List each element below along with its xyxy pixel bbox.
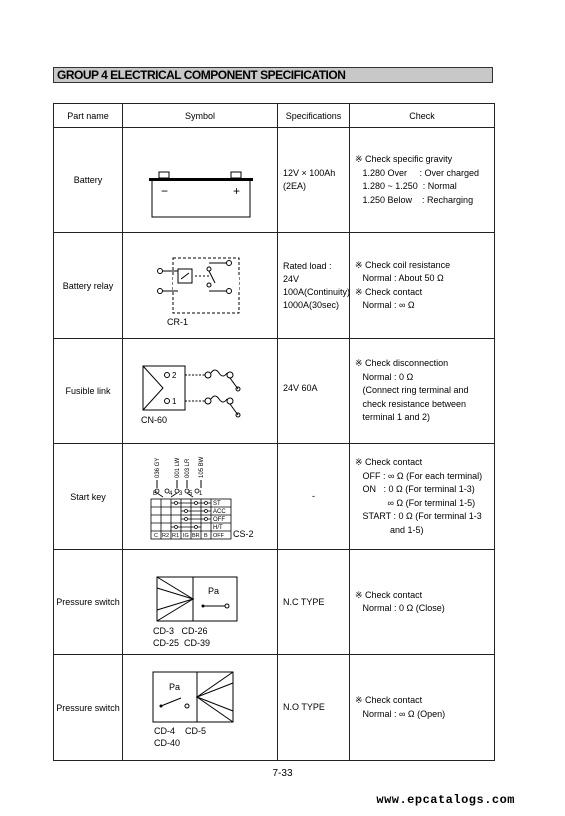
- check-line: START : 0 Ω (For terminal 1-3: [355, 511, 482, 521]
- spec-cell: [278, 233, 350, 339]
- spec-line: 12V × 100Ah: [283, 168, 336, 178]
- pressure-label: Pa: [208, 586, 220, 596]
- start-key-code: CS-2: [233, 529, 254, 539]
- check-line: check resistance between: [355, 398, 467, 409]
- grid-column-label: B: [204, 533, 208, 539]
- check-line: Normal : 0 Ω (Close): [355, 603, 445, 613]
- check-line: ※ Check disconnection: [355, 358, 449, 369]
- grid-column-label: C: [154, 533, 158, 539]
- connector-codes: CD-4 CD-5: [154, 726, 207, 736]
- key-position-label: OFF: [213, 517, 225, 523]
- table-header-row: [54, 104, 495, 128]
- check-line: ※ Check specific gravity: [355, 154, 453, 164]
- watermark: www.epcatalogs.com: [376, 793, 515, 807]
- table-row: [54, 233, 495, 339]
- spec-line: 100A(Continuity): [283, 286, 351, 297]
- spec-line: (2EA): [283, 181, 307, 191]
- check-line: 1.280 Over : Over charged: [355, 167, 480, 178]
- key-position-label: H/T: [213, 525, 223, 531]
- part-name: Battery relay: [54, 233, 123, 339]
- key-position-label: ST: [213, 501, 221, 507]
- relay-code: CR-1: [167, 317, 189, 327]
- terminal-label: 5: [189, 491, 193, 497]
- check-line: 1.280 ~ 1.250 : Normal: [355, 181, 457, 191]
- col-header-specifications: Specifications: [278, 104, 350, 128]
- check-line: ※ Check contact: [355, 286, 423, 297]
- spec-line: Rated load : 24V: [283, 260, 332, 284]
- pressure-switch-no-symbol: [123, 655, 278, 761]
- grid-column-label: IG: [183, 533, 189, 539]
- battery-negative-post: [159, 172, 169, 178]
- switch-contact: [161, 698, 181, 706]
- switch-body: [157, 577, 237, 621]
- terminal-label: B: [153, 491, 158, 497]
- battery-relay-symbol: [123, 233, 278, 339]
- table-row: [54, 655, 495, 761]
- check-line: (Connect ring terminal and: [355, 385, 469, 396]
- check-line: 1.250 Below : Recharging: [355, 194, 474, 205]
- section-title: GROUP 4 ELECTRICAL COMPONENT SPECIFICATION: [53, 67, 493, 83]
- check-line: ※ Check coil resistance: [355, 259, 451, 270]
- component-spec-table: [53, 103, 495, 761]
- battery-positive-post: [231, 172, 241, 178]
- terminal-label: 1: [199, 491, 203, 497]
- terminal-1-label: 1: [172, 397, 177, 406]
- part-name: Pressure switch: [54, 655, 123, 761]
- part-name: Start key: [54, 444, 123, 550]
- wire-label: 036 GY: [155, 457, 161, 478]
- table-row: [54, 128, 495, 233]
- col-header-symbol: Symbol: [123, 104, 278, 128]
- minus-sign: −: [161, 184, 169, 198]
- battery-symbol: [123, 128, 278, 233]
- table-row: [54, 339, 495, 444]
- spec-cell: [278, 655, 350, 761]
- table-row: [54, 550, 495, 655]
- switch-body: [153, 672, 233, 722]
- wire-label: 105 BW: [199, 456, 205, 478]
- spec-cell: [278, 339, 350, 444]
- wire-label: 003 LR: [185, 458, 191, 478]
- spec-line: 24V 60A: [283, 383, 318, 393]
- connector-codes: CD-25 CD-39: [153, 638, 211, 648]
- check-line: Normal : ∞ Ω (Open): [355, 708, 446, 719]
- terminal-label: 3: [179, 491, 183, 497]
- terminal-2-label: 2: [172, 371, 177, 380]
- check-line: ON : 0 Ω (For terminal 1-3): [355, 484, 475, 494]
- spec-line: 1000A(30sec): [283, 299, 340, 310]
- spec-line: N.O TYPE: [283, 702, 325, 712]
- grid-column-label: OFF: [213, 533, 224, 539]
- check-line: ※ Check contact: [355, 589, 423, 600]
- terminal-label: 4: [169, 491, 173, 497]
- check-line: ※ Check contact: [355, 695, 423, 705]
- connector-codes: CD-40: [154, 738, 181, 748]
- spec-line: -: [312, 491, 315, 501]
- connector-code: CN-60: [141, 415, 168, 425]
- part-name: Pressure switch: [54, 550, 123, 655]
- check-cell: [350, 128, 495, 233]
- check-line: and 1-5): [355, 524, 424, 535]
- check-cell: [350, 444, 495, 550]
- col-header-part-name: Part name: [54, 104, 123, 128]
- fusible-link-symbol: [123, 339, 278, 444]
- grid-column-label: R1: [172, 533, 180, 539]
- key-position-label: ACC: [213, 509, 226, 515]
- check-cell: [350, 339, 495, 444]
- check-line: ∞ Ω (For terminal 1-5): [355, 497, 476, 508]
- start-key-symbol: [123, 444, 278, 550]
- part-name: Fusible link: [54, 339, 123, 444]
- part-name: Battery: [54, 128, 123, 233]
- check-cell: [350, 233, 495, 339]
- check-line: Normal : About 50 Ω: [355, 273, 444, 283]
- check-line: Normal : 0 Ω: [355, 371, 414, 382]
- spec-cell: [278, 444, 350, 550]
- check-cell: [350, 655, 495, 761]
- check-line: terminal 1 and 2): [355, 412, 431, 423]
- grid-column-label: BR: [192, 533, 200, 539]
- col-header-check: Check: [350, 104, 495, 128]
- check-line: OFF : ∞ Ω (For each terminal): [355, 470, 483, 481]
- check-cell: [350, 550, 495, 655]
- pressure-label: Pa: [169, 682, 181, 692]
- spec-cell: [278, 128, 350, 233]
- plus-sign: +: [233, 184, 241, 198]
- spec-line: N.C TYPE: [283, 596, 325, 607]
- check-line: Normal : ∞ Ω: [355, 300, 415, 310]
- table-row: [54, 444, 495, 550]
- page-number: 7-33: [272, 768, 293, 779]
- pressure-switch-nc-symbol: [123, 550, 278, 655]
- check-line: ※ Check contact: [355, 457, 423, 467]
- connector-codes: CD-3 CD-26: [153, 626, 208, 636]
- wire-label: 001 LW: [175, 457, 181, 478]
- grid-column-label: R2: [162, 533, 170, 539]
- spec-cell: [278, 550, 350, 655]
